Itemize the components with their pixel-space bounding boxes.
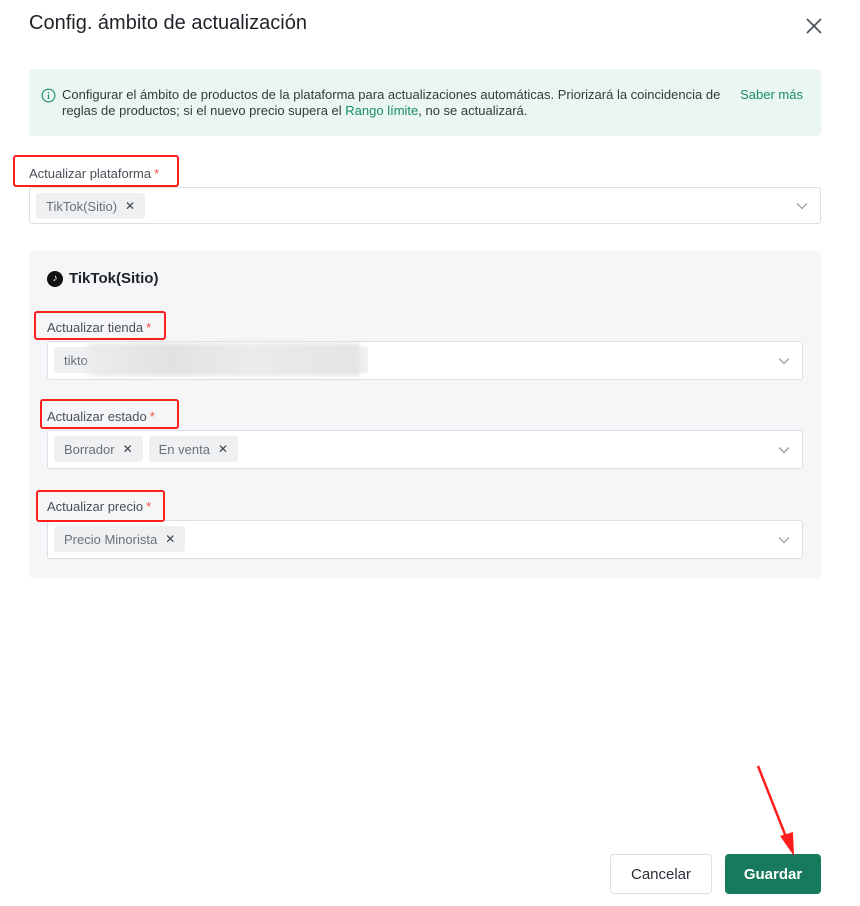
chevron-down-icon[interactable] — [796, 202, 808, 210]
tiktok-icon: ♪ — [47, 271, 63, 287]
dialog-title: Config. ámbito de actualización — [29, 12, 307, 34]
section-title: ♪ TikTok(Sitio) — [47, 270, 158, 287]
chevron-down-icon[interactable] — [778, 536, 790, 544]
price-tag: Precio Minorista ✕ — [54, 526, 185, 552]
price-label: Actualizar precio * — [47, 499, 152, 514]
price-select[interactable] — [47, 520, 803, 559]
remove-tag-icon[interactable]: ✕ — [122, 442, 133, 456]
annotation-box — [36, 490, 165, 522]
rango-limite-link[interactable]: Rango límite — [345, 103, 419, 118]
save-button[interactable]: Guardar — [725, 854, 821, 894]
annotation-box — [34, 311, 166, 340]
status-tag: En venta ✕ — [149, 436, 238, 462]
platform-select[interactable] — [29, 187, 821, 224]
annotation-box — [13, 155, 179, 187]
info-banner — [29, 69, 821, 136]
status-tag: Borrador ✕ — [54, 436, 143, 462]
status-label: Actualizar estado * — [47, 409, 155, 424]
annotation-box — [40, 399, 179, 429]
status-select[interactable] — [47, 430, 803, 469]
remove-tag-icon[interactable]: ✕ — [165, 532, 176, 546]
store-tag: tikto — [54, 347, 368, 373]
chevron-down-icon[interactable] — [778, 446, 790, 454]
learn-more-link[interactable]: Saber más — [740, 87, 803, 102]
platform-label: Actualizar plataforma * — [29, 166, 160, 181]
chevron-down-icon[interactable] — [778, 357, 790, 365]
close-icon[interactable] — [803, 15, 825, 37]
remove-tag-icon[interactable]: ✕ — [217, 442, 229, 456]
store-label: Actualizar tienda * — [47, 320, 152, 335]
cancel-button[interactable]: Cancelar — [610, 854, 712, 894]
redacted-store-name — [88, 343, 360, 376]
remove-tag-icon[interactable]: ✕ — [125, 199, 136, 213]
platform-tag: TikTok(Sitio) ✕ — [36, 193, 145, 219]
banner-text: Configurar el ámbito de productos de la plataforma para actualizaciones automáticas. Priorizará la coincidencia de reglas de productos; si el nuevo precio supera el Rango límite, no se actualizará. — [62, 87, 721, 118]
info-icon — [41, 88, 56, 103]
